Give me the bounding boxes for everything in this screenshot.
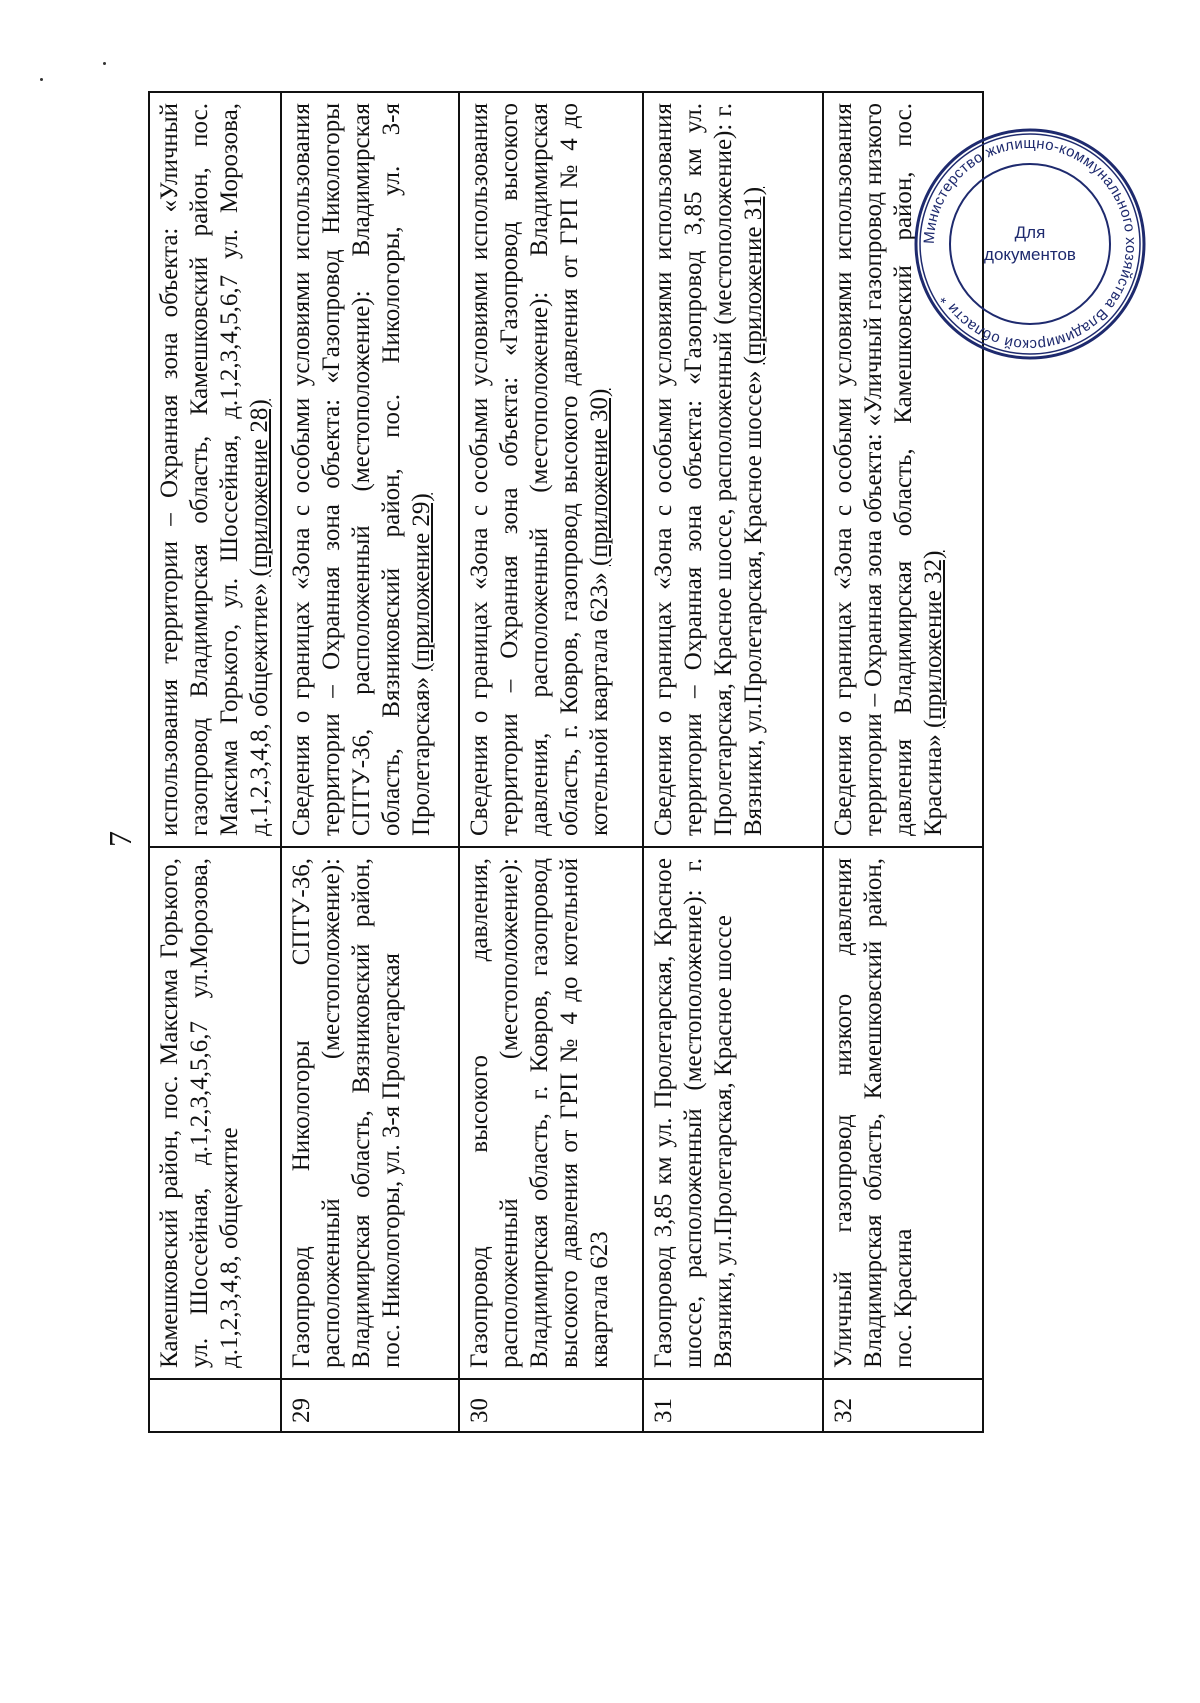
table-row [643, 92, 823, 1432]
object-cell: Газопровод Никологоры СПТУ-36, расположенный (местоположение): Владимирская область, Вязниковский район, пос. Никологоры, ул. 3-я Пролетарская [281, 847, 459, 1379]
info-cell [643, 92, 823, 847]
page-number: 7 [102, 831, 138, 847]
table-row [149, 92, 281, 1432]
info-text: Сведения о границах «Зона с особыми условиями использования территории – Охранная зона объекта: «Уличный газопровод низкого давления Владимирская область, Камешковский район, пос. Красина» [830, 103, 947, 836]
appendix-ref: (приложение 31) [740, 186, 767, 365]
row-number: 32 [823, 1379, 983, 1432]
object-cell: Газопровод высокого давления, расположенный (местоположение): Владимирская область, г. Ковров, газопровод высокого давления от ГРП № 4 до котельной квартала 623 [459, 847, 643, 1379]
row-number [149, 1379, 281, 1432]
object-cell: Уличный газопровод низкого давления Владимирская область, Камешковский район, пос. Красина [823, 847, 983, 1379]
stamp-ring-text: Министерство жилищно-коммунального хозяйства Владимирской области * [920, 134, 1140, 354]
stamp-center-line: документов [984, 245, 1076, 264]
info-cell [459, 92, 643, 847]
object-cell: Газопровод 3,85 км ул. Пролетарская, Красное шоссе, расположенный (местоположение): г. Вязники, ул.Пролетарская, Красное шоссе [643, 847, 823, 1379]
official-stamp [912, 126, 1148, 362]
table-row [281, 92, 459, 1432]
row-number: 30 [459, 1379, 643, 1432]
appendix-ref: (приложение 32) [920, 550, 947, 729]
info-text: Сведения о границах «Зона с особыми условиями использования территории – Охранная зона объекта: «Газопровод Никологоры СПТУ-36, расположенный (местоположение): Владимирская область, Вязниковский район, пос. Никологоры, ул. 3-я Пролетарская» [288, 103, 435, 836]
document-table [148, 91, 984, 1433]
appendix-ref: (приложение 30) [586, 388, 613, 567]
row-number: 29 [281, 1379, 459, 1432]
appendix-ref: (приложение 29) [408, 493, 435, 671]
stamp-center-line: Для [1014, 223, 1046, 242]
info-text: использования территории – Охранная зона объекта: «Уличный газопровод Владимирская область, Камешковский район, пос. Максима Горького, ул. Шоссейная, д.1,2,3,4,5,6,7 ул. Морозова, д.1,2,3,4,8, общежитие» [156, 103, 273, 836]
info-cell [281, 92, 459, 847]
object-cell: Камешковский район, пос. Максима Горького, ул. Шоссейная, д.1,2,3,4,5,6,7 ул.Морозова, д.1,2,3,4,8, общежитие [149, 847, 281, 1379]
appendix-ref: (приложение 28) [246, 399, 273, 577]
table-row [459, 92, 643, 1432]
row-number: 31 [643, 1379, 823, 1432]
info-text: Сведения о границах «Зона с особыми условиями использования территории – Охранная зона объекта: «Газопровод 3,85 км ул. Пролетарская, Красное шоссе, расположенный (местоположение): г. Вязники, ул.Пролетарская, Красное шоссе» [650, 103, 767, 836]
info-text: Сведения о границах «Зона с особыми условиями использования территории – Охранная зона объекта: «Газопровод высокого давления, расположенный (местоположение): Владимирская область, г. Ковров, газопровод высокого давления от ГРП № 4 до котельной квартала 623» [466, 103, 613, 836]
info-cell [149, 92, 281, 847]
